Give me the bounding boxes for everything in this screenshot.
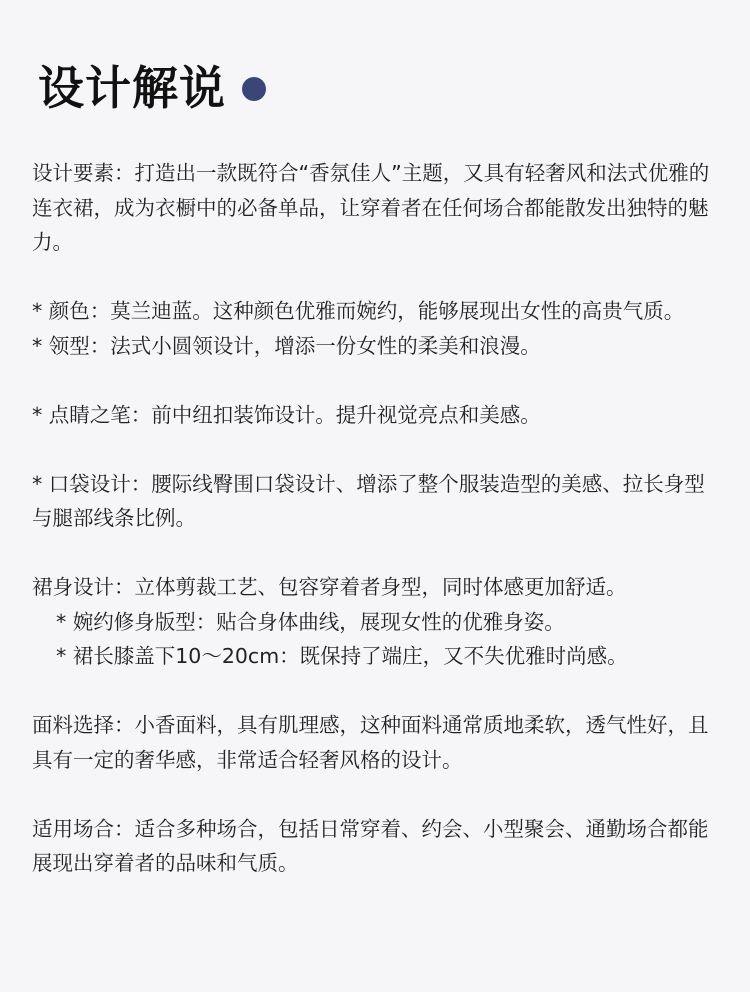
occasion-paragraph: 适用场合：适合多种场合，包括日常穿着、约会、小型聚会、通勤场合都能展现出穿着者的品味和气质。 [32,816,709,875]
spacer [32,777,722,812]
pocket-item: * 口袋设计：腰际线臀围口袋设计、增添了整个服装造型的美感、拉长身型与腿部线条比例。 [32,471,705,530]
page-title: 设计解说 [38,61,226,115]
spacer [32,536,722,571]
collar-item: * 领型：法式小圆领设计，增添一份女性的柔美和浪漫。 [32,333,541,358]
color-item: * 颜色：莫兰迪蓝。这种颜色优雅而婉约，能够展现出女性的高贵气质。 [32,299,685,323]
spacer [32,260,722,295]
description-body [32,156,722,881]
title-row [38,58,266,118]
skirt-paragraph: 裙身设计：立体剪裁工艺、包容穿着者身型，同时体感更加舒适。 [32,575,627,599]
spacer [32,432,722,467]
design-elements-paragraph: 设计要素：打造出一款既符合“香氛佳人”主题，又具有轻奢风和法式优雅的连衣裙，成为衣橱中的必备单品，让穿着者在任何场合都能散发出独特的魅力。 [32,161,710,254]
highlight-item: * 点睛之笔：前中纽扣装饰设计。提升视觉亮点和美感。 [32,402,541,427]
spacer [32,363,722,398]
spacer [32,674,722,709]
length-item: * 裙长膝盖下10～20cm：既保持了端庄，又不失优雅时尚感。 [56,644,628,668]
fit-item: * 婉约修身版型：贴合身体曲线，展现女性的优雅身姿。 [56,609,565,634]
fabric-paragraph: 面料选择：小香面料，具有肌理感，这种面料通常质地柔软，透气性好，且具有一定的奢华感，非常适合轻奢风格的设计。 [32,713,709,772]
bullet-dot-icon [242,77,266,101]
